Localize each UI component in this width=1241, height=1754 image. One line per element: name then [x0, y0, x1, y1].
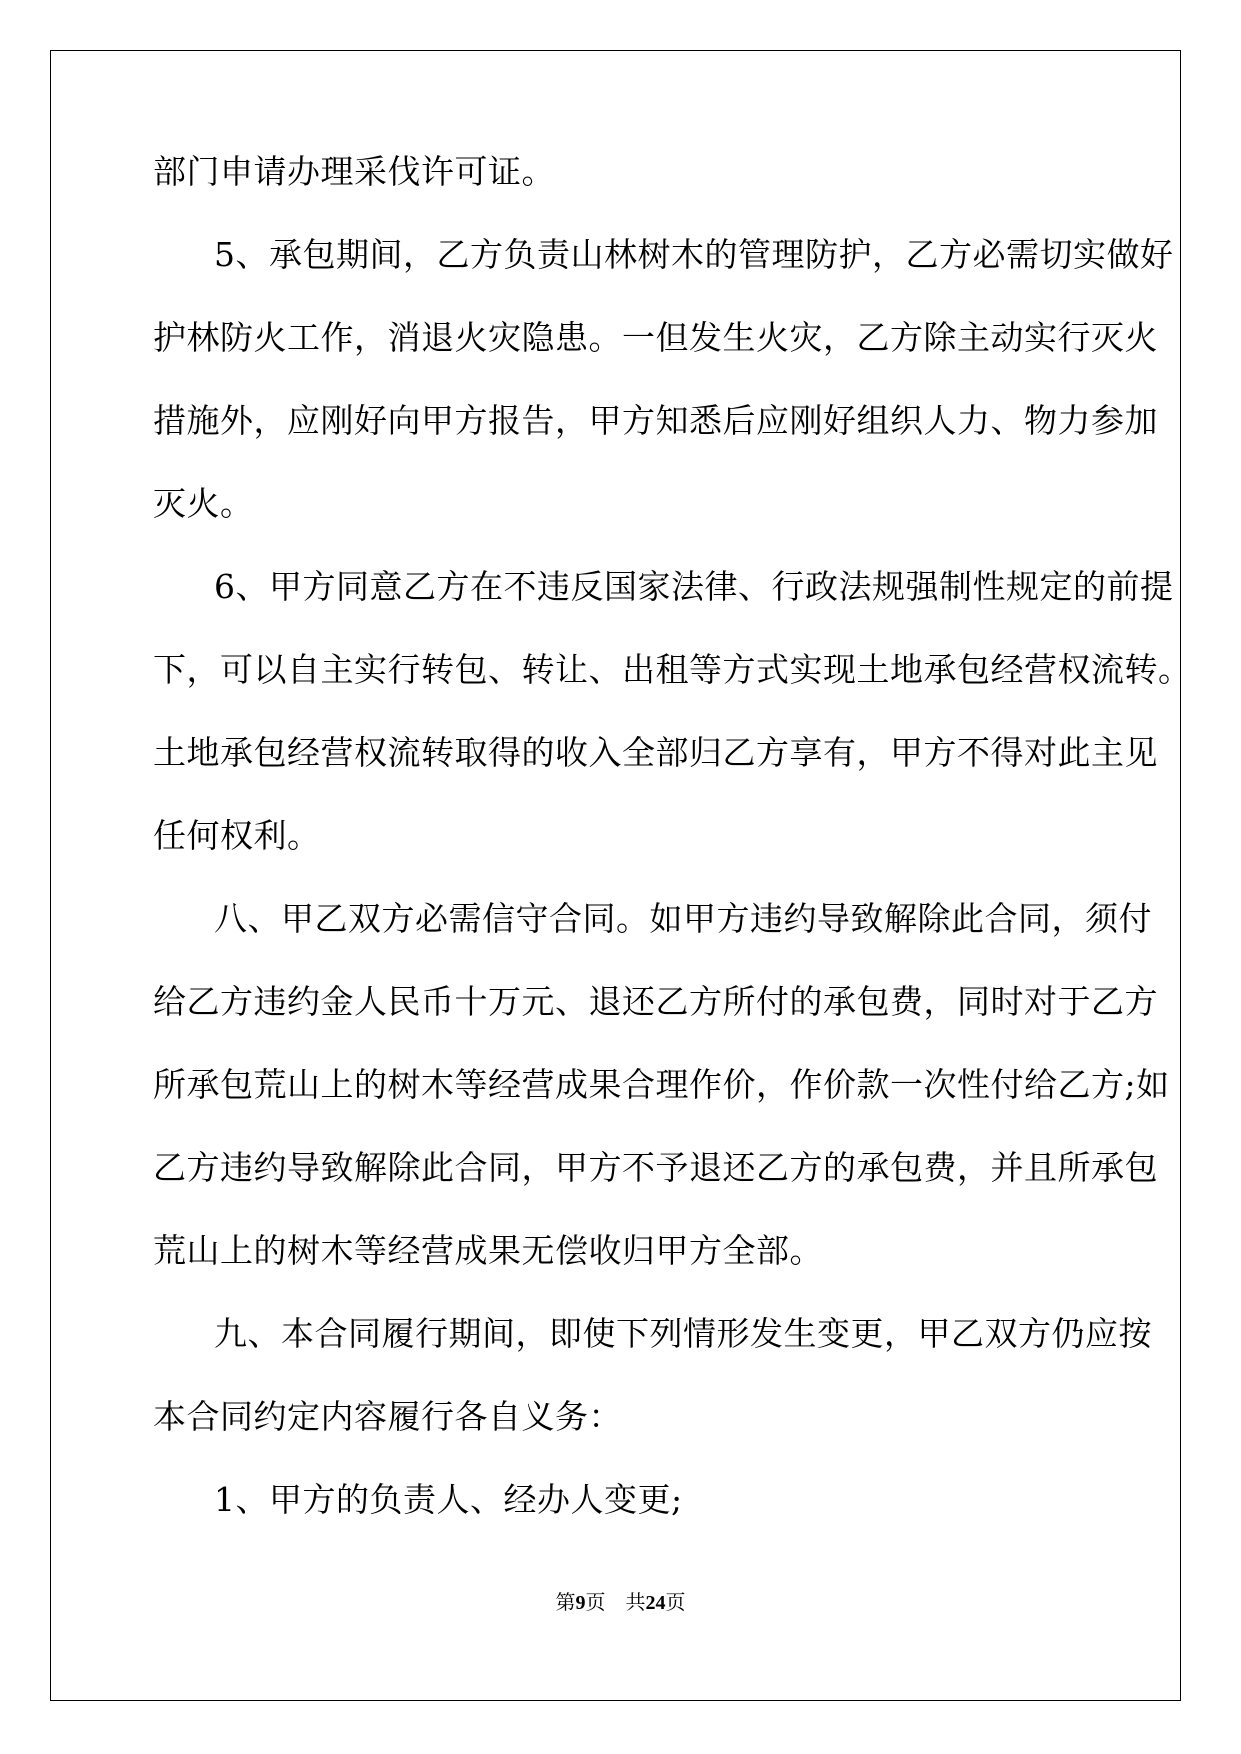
paragraph-line: 荒山上的树木等经营成果无偿收归甲方全部。 [153, 1231, 823, 1270]
paragraph-line: 下，可以自主实行转包、转让、出租等方式实现土地承包经营权流转。 [153, 650, 1192, 689]
paragraph-line: 6、甲方同意乙方在不违反国家法律、行政法规强制性规定的前提 [214, 567, 1174, 606]
total-prefix: 共 [625, 1592, 646, 1614]
paragraph-line: 措施外，应刚好向甲方报告，甲方知悉后应刚好组织人力、物力参加 [153, 401, 1158, 440]
paragraph-line: 土地承包经营权流转取得的收入全部归乙方享有，甲方不得对此主见 [153, 733, 1158, 772]
paragraph-line: 乙方违约导致解除此合同，甲方不予退还乙方的承包费，并且所承包 [153, 1148, 1158, 1187]
total-pages: 24 [645, 1592, 666, 1614]
page-border [50, 50, 1181, 1701]
page-footer [0, 1591, 1241, 1615]
paragraph-line: 本合同约定内容履行各自义务： [153, 1397, 622, 1436]
page-suffix: 页 [585, 1592, 606, 1614]
paragraph-line: 任何权利。 [153, 816, 321, 855]
paragraph-line: 所承包荒山上的树木等经营成果合理作价，作价款一次性付给乙方;如 [153, 1065, 1170, 1104]
paragraph-line: 九、本合同履行期间，即使下列情形发生变更，甲乙双方仍应按 [214, 1314, 1152, 1353]
paragraph-line: 八、甲乙双方必需信守合同。如甲方违约导致解除此合同，须付 [214, 899, 1152, 938]
paragraph-line: 给乙方违约金人民币十万元、退还乙方所付的承包费，同时对于乙方 [153, 982, 1158, 1021]
paragraph-line: 1、甲方的负责人、经办人变更; [214, 1480, 683, 1519]
paragraph-line: 灭火。 [153, 484, 254, 523]
page-number: 9 [575, 1592, 586, 1614]
page-prefix: 第 [555, 1592, 576, 1614]
paragraph-line: 护林防火工作，消退火灾隐患。一但发生火灾，乙方除主动实行灭火 [153, 318, 1158, 357]
paragraph-line: 部门申请办理采伐许可证。 [153, 152, 555, 191]
paragraph-line: 5、承包期间，乙方负责山林树木的管理防护，乙方必需切实做好 [214, 235, 1174, 274]
total-suffix: 页 [665, 1592, 686, 1614]
